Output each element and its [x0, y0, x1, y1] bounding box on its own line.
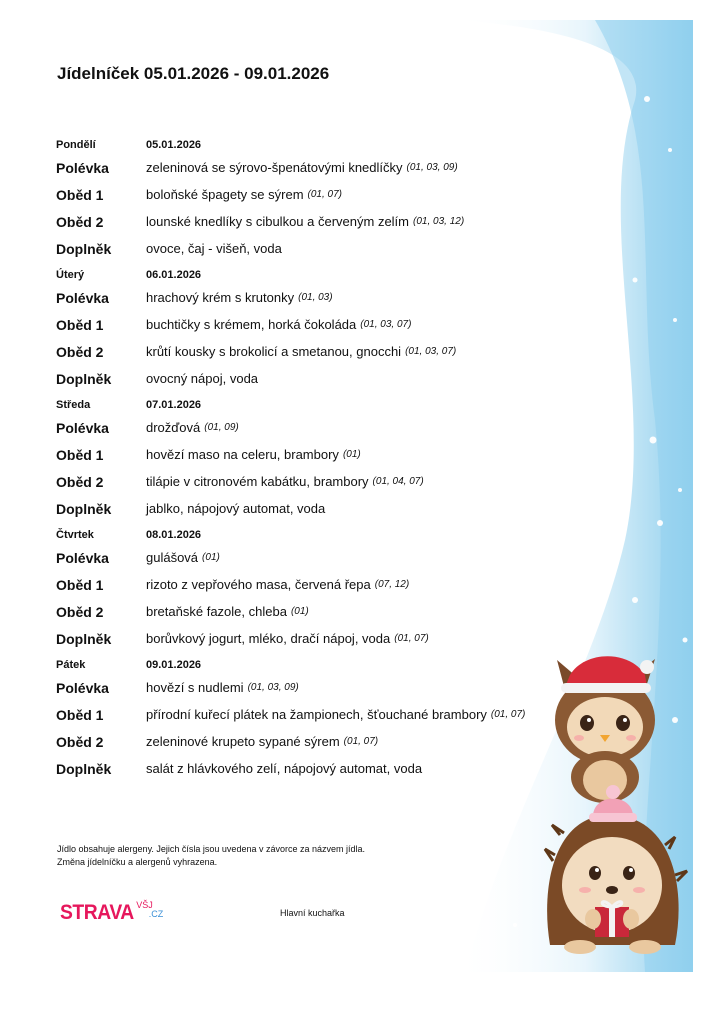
- meal-text: borůvkový jogurt, mléko, dračí nápoj, voda: [146, 631, 391, 646]
- meal-row: [56, 414, 616, 441]
- meal-label: Oběd 1: [56, 706, 104, 723]
- meal-text: přírodní kuřecí plátek na žampionech, šťouchané brambory: [146, 707, 487, 722]
- meal-text: drožďová: [146, 420, 201, 435]
- meal-label: Polévka: [56, 289, 109, 306]
- day-header-monday: [56, 135, 616, 154]
- meal-label: Oběd 2: [56, 603, 104, 620]
- meal-text: ovocný nápoj, voda: [146, 371, 259, 386]
- meal-allergens: (01, 07): [343, 736, 379, 747]
- allergen-footnote: [57, 843, 365, 869]
- meal-label: Oběd 1: [56, 316, 104, 333]
- meal-row: [56, 311, 616, 338]
- day-date: 05.01.2026: [146, 138, 202, 151]
- mascots-illustration: [535, 645, 693, 972]
- meal-row: [56, 728, 616, 755]
- day-name: Středa: [56, 398, 91, 411]
- meal-label: Doplněk: [56, 500, 112, 517]
- meal-text: hrachový krém s krutonky: [146, 290, 295, 305]
- meal-text: jablko, nápojový automat, voda: [146, 501, 326, 516]
- meal-label: Polévka: [56, 419, 109, 436]
- meal-text: gulášová: [146, 550, 199, 565]
- meal-text: hovězí s nudlemi: [146, 680, 244, 695]
- meal-row: [56, 441, 616, 468]
- footnote-line-1: Jídlo obsahuje alergeny. Jejich čísla jsou uvedena v závorce za názvem jídla.: [57, 844, 366, 854]
- meal-text: salát z hlávkového zelí, nápojový automat, voda: [146, 761, 423, 776]
- menu-title: Jídelníček 05.01.2026 - 09.01.2026: [57, 64, 330, 83]
- meal-label: Polévka: [56, 549, 109, 566]
- day-name: Pondělí: [56, 138, 96, 151]
- meal-row: [56, 674, 616, 701]
- logo-sup-text: VŠJ: [136, 900, 153, 910]
- menu-sheet: [35, 20, 693, 972]
- meal-allergens: (01): [202, 552, 220, 563]
- meal-row: [56, 598, 616, 625]
- logo-main-text: STRAVA: [60, 901, 134, 924]
- meal-label: Oběd 1: [56, 576, 104, 593]
- day-name: Pátek: [56, 658, 86, 671]
- meal-allergens: (01, 07): [394, 633, 429, 644]
- meal-text: buchtičky s krémem, horká čokoláda: [146, 317, 357, 332]
- meal-allergens: (01): [342, 449, 361, 460]
- meal-text: lounské knedlíky s cibulkou a červeným zelím: [146, 214, 410, 229]
- meal-row: [56, 208, 616, 235]
- meal-text: bretaňské fazole, chleba: [146, 604, 287, 619]
- meal-label: Oběd 1: [56, 446, 104, 463]
- meal-label: Oběd 2: [56, 213, 104, 230]
- owl-with-santa-hat-icon: [555, 656, 655, 803]
- meal-label: Doplněk: [56, 630, 112, 647]
- meal-allergens: (01, 03, 12): [413, 216, 465, 227]
- meal-row: [56, 625, 616, 652]
- meal-text: ovoce, čaj - višeň, voda: [146, 241, 282, 256]
- hedgehog-with-gift-icon: [545, 785, 687, 954]
- meal-row: [56, 284, 616, 311]
- meal-allergens: (01, 03, 09): [247, 682, 299, 693]
- meal-allergens: (01, 03, 09): [406, 162, 458, 173]
- day-name: Úterý: [56, 268, 85, 281]
- day-header-friday: [56, 655, 616, 674]
- day-date: 06.01.2026: [146, 268, 202, 281]
- day-header-wednesday: [56, 395, 616, 414]
- meal-label: Oběd 2: [56, 473, 104, 490]
- meal-row: [56, 544, 616, 571]
- meal-text: boloňské špagety se sýrem: [146, 187, 304, 202]
- meal-text: rizoto z vepřového masa, červená řepa: [146, 577, 371, 592]
- meal-row: [56, 365, 616, 392]
- meal-text: krůtí kousky s brokolicí a smetanou, gnocchi: [146, 344, 402, 359]
- meal-row: [56, 495, 616, 522]
- meal-label: Oběd 2: [56, 343, 104, 360]
- meal-row: [56, 468, 616, 495]
- meal-label: Polévka: [56, 679, 109, 696]
- meal-row: [56, 701, 616, 728]
- meal-text: hovězí maso na celeru, brambory: [146, 447, 339, 462]
- head-cook-label: Hlavní kuchařka: [280, 908, 345, 918]
- day-header-tuesday: [56, 265, 616, 284]
- meal-allergens: (07, 12): [374, 579, 410, 590]
- meal-row: [56, 571, 616, 598]
- meal-row: [56, 154, 616, 181]
- day-name: Čtvrtek: [56, 528, 94, 541]
- footnote-line-2: Změna jídelníčku a alergenů vyhrazena.: [57, 857, 218, 867]
- meal-allergens: (01, 07): [307, 189, 342, 200]
- meal-allergens: (01, 04, 07): [372, 476, 424, 487]
- meal-allergens: (01, 03, 07): [405, 346, 457, 357]
- meal-label: Doplněk: [56, 240, 112, 257]
- day-date: 07.01.2026: [146, 398, 202, 411]
- meal-row: [56, 181, 616, 208]
- meal-label: Oběd 2: [56, 733, 104, 750]
- meal-label: Oběd 1: [56, 186, 104, 203]
- weekly-menu: [56, 132, 616, 782]
- meal-text: zeleninové krupeto sypané sýrem: [146, 734, 340, 749]
- meal-allergens: (01, 03, 07): [360, 319, 412, 330]
- meal-allergens: (01, 07): [490, 709, 526, 720]
- day-date: 09.01.2026: [146, 658, 202, 671]
- meal-allergens: (01, 03): [298, 292, 333, 303]
- meal-row: [56, 235, 616, 262]
- day-header-thursday: [56, 525, 616, 544]
- meal-allergens: (01): [290, 606, 309, 617]
- meal-text: zeleninová se sýrovo-špenátovými knedlíčky: [146, 160, 403, 175]
- logo-sub-text: .CZ: [148, 909, 164, 919]
- meal-allergens: (01, 09): [204, 422, 239, 433]
- meal-text: tilápie v citronovém kabátku, brambory: [146, 474, 369, 489]
- meal-label: Doplněk: [56, 760, 112, 777]
- meal-label: Polévka: [56, 159, 109, 176]
- day-date: 08.01.2026: [146, 528, 202, 541]
- meal-label: Doplněk: [56, 370, 112, 387]
- meal-row: [56, 755, 616, 782]
- meal-row: [56, 338, 616, 365]
- strava-logo: [60, 901, 163, 925]
